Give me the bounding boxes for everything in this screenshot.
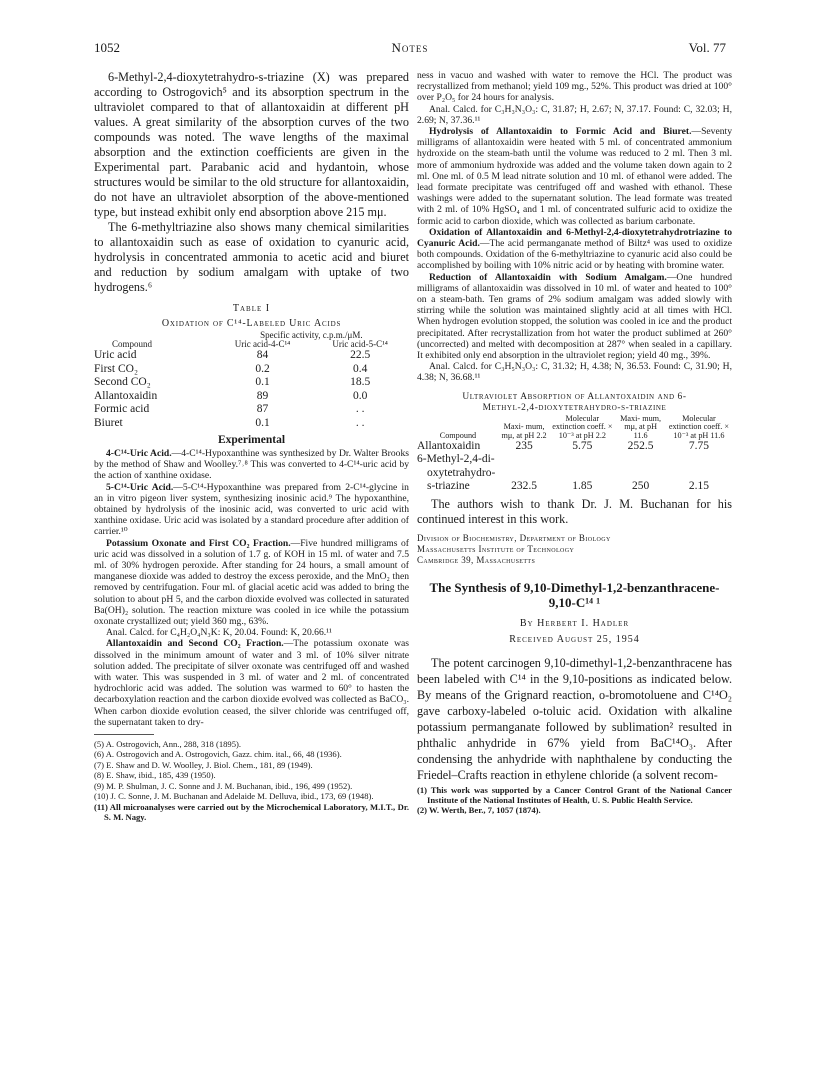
table-cell: 235 — [515, 439, 533, 452]
affiliation-line: Massachusetts Institute of Technology — [417, 543, 575, 554]
left-column — [94, 70, 409, 822]
volume-number: Vol. 77 — [688, 40, 726, 55]
table-cell: 18.5 — [350, 376, 371, 388]
table-cell: 87 — [256, 403, 269, 415]
paragraph-heading: Reduction of Allantoxaidin with Sodium Amalgam. — [429, 271, 667, 283]
column-header: Compound — [439, 430, 477, 440]
footnotes — [417, 785, 732, 816]
table-cell: 0.2 — [255, 362, 270, 375]
right-column — [417, 70, 732, 816]
table-cell: 0.4 — [352, 362, 368, 375]
table-cell: oxytetrahydro- — [427, 466, 496, 479]
column-header: Uric acid-5-C¹⁴ — [332, 339, 388, 349]
acknowledgment: The authors wish to thank Dr. J. M. Buchanan for his continued interest in this work. — [417, 496, 732, 526]
table-row — [417, 467, 732, 480]
paragraph-body: —The potassium oxonate was dissolved in the minimum amount of water and 3 ml. of 10% silver nitrate solution added. The precipitate of silver oxonate was centrifuged off and washed with water. This was suspended in 3 ml. of water and 2 ml. of concentrated hydrochloric acid was added. The solution was warmed to 60° to hasten the decarboxylation reaction and the carbon dioxide evolved was collected as BaCO₃. When carbon dioxide evolution ceased, the silver chloride was centrifuged off, the supernatant taken to dry- — [94, 638, 409, 728]
column-header: Uric acid-4-C¹⁴ — [234, 339, 291, 349]
table-row — [94, 349, 409, 363]
paragraph-heading: 4-C¹⁴-Uric Acid. — [106, 448, 172, 459]
page-number: 1052 — [94, 40, 120, 55]
table-row — [417, 480, 732, 493]
paragraph — [417, 272, 732, 362]
table-label: Table I — [232, 303, 271, 314]
table-cell: 250 — [631, 480, 650, 493]
paragraph-body: —Five hundred milligrams of uric acid was dissolved in a solution of 1.7 g. of KOH in 15 ml. of water and 7.5 ml. of 30% hydrogen peroxide. After standing for 24 hours, a small amount of manganese dioxide was added to destroy the excess peroxide, and the MnO₂ then removed by centrifugation. Four ml. of glacial acetic acid was added to bring the solution to about pH 5, and the carbon dioxide evolved was collected in saturated Ba(OH)₂ solution. The reaction mixture was cooled in ice while the potassium oxonate crystallized out; yield 360 mg., 63%. — [94, 537, 409, 628]
paragraph-body: —The acid permanganate method of Biltz⁴ was used to oxidize both compounds. Oxidation of the 6-methyltriazine to cyanuric acid also could be accomplished by boiling with 10% nitric acid or by heating with bromine water. — [417, 238, 732, 272]
table-cell: Biuret — [94, 416, 123, 429]
table-cell: s-triazine — [427, 480, 470, 493]
received-date: Received August 25, 1954 — [509, 633, 640, 645]
affiliation — [417, 533, 732, 566]
table-cell: 5.75 — [572, 439, 593, 452]
footnotes — [94, 739, 409, 822]
footnote: (5) A. Ostrogovich, Ann., 288, 318 (1895). — [94, 739, 242, 750]
table-cell: . . — [355, 403, 365, 415]
table-row — [417, 440, 732, 453]
table-title: Ultraviolet Absorption of Allantoxaidin and 6- — [462, 391, 687, 402]
affiliation-line: Cambridge 39, Massachusetts — [417, 554, 536, 565]
table-row — [417, 453, 732, 466]
footnote: (10) J. C. Sonne, J. M. Buchanan and Adelaide M. Delluva, ibid., 173, 69 (1948). — [94, 791, 374, 802]
column-header: Maxi- mum, mμ, at pH 11.6 — [620, 413, 662, 440]
affiliation-line: Division of Biochemistry, Department of Biology — [417, 532, 611, 543]
table-row — [94, 390, 409, 404]
table-row — [94, 417, 409, 431]
paragraph-heading: Potassium Oxonate and First CO₂ Fraction. — [106, 537, 291, 549]
paragraph-body: —5-C¹⁴-Hypoxanthine was prepared from 2-C¹⁴-glycine in an in vitro pigeon liver system, synthesizing inosinic acid.⁹ The hypoxanthine, obtained by hydrolysis of the inosinic acid, was converted to uric acid with xanthine oxidase. Uric acid was isolated by a standard procedure after addition of carrier.¹⁰ — [94, 481, 409, 538]
table-cell: 89 — [256, 389, 269, 402]
paragraph-body: —Seventy milligrams of allantoxaidin were heated with 5 ml. of concentrated ammonium hydroxide on the steam-bath until the volume was reduced to 2 ml. Then 3 ml. more of ammonium hydroxide was added and the volume taken down again to 2 ml. One ml. of 0.5 M lead nitrate solution and 10 ml. of ethanol were added. The lead formate precipitate was centrifuged off and washed with ethanol. These washings were added to the supernatant solution. The lead formate was treated with 2 ml. of 10% HgSO₄ and 1 ml. of concentrated sulfuric acid to oxidize the formic acid to carbon dioxide, which was collected as barium carbonate. — [417, 126, 732, 227]
table-row — [94, 363, 409, 377]
table-cell: 232.5 — [511, 480, 538, 493]
section-title: Notes — [391, 40, 429, 55]
table-cell: 0.0 — [352, 389, 368, 402]
table-title: Oxidation of C¹⁴-Labeled Uric Acids — [161, 318, 342, 329]
column-header: Compound — [112, 339, 153, 349]
table-cell: First CO₂ — [94, 362, 138, 375]
table-cell: 0.1 — [255, 416, 270, 429]
footnote: (2) W. Werth, Ber., 7, 1057 (1874). — [417, 805, 541, 816]
table-cell: 1.85 — [572, 480, 593, 493]
table-cell: 84 — [256, 349, 269, 361]
footnote: (6) A. Ostrogovich and A. Ostrogovich, Gazz. chim. ital., 66, 48 (1936). — [94, 749, 342, 760]
table-cell: . . — [355, 416, 365, 429]
paragraph-body: —4-C¹⁴-Hypoxanthine was synthesized by Dr. Walter Brooks by the method of Shaw and Woolley.⁷˒⁸ This was converted to 4-C¹⁴-uric acid by the action of xanthine oxidase. — [94, 448, 409, 482]
table-cell: Uric acid — [94, 349, 137, 361]
column-header: Molecular extinction coeff. × 10⁻³ at pH 11.6 — [668, 413, 729, 440]
footnote: (11) All microanalyses were carried out by the Microchemical Laboratory, M.I.T., Dr. S. M. Nagy. — [94, 801, 409, 822]
table-cell: 2.15 — [688, 480, 709, 493]
author-byline: By Herbert I. Hadler — [519, 617, 630, 629]
table-cell: Allantoxaidin — [417, 439, 481, 452]
paragraph-heading: 5-C¹⁴-Uric Acid. — [106, 481, 174, 493]
table-cell: Allantoxaidin — [94, 389, 158, 402]
footnote-divider — [94, 734, 154, 735]
table-cell: 22.5 — [350, 349, 371, 361]
column-header: Maxi- mum, mμ, at pH 2.2 — [501, 422, 547, 440]
paragraph-heading: Allantoxaidin and Second CO₂ Fraction. — [106, 638, 284, 650]
paragraph-heading: Oxidation of Allantoxaidin and 6-Methyl-2,4-dioxytetrahydrotriazine to Cyanuric Acid. — [417, 226, 732, 250]
paragraph: The potent carcinogen 9,10-dimethyl-1,2-benzanthracene has been labeled with C¹⁴ in the 9,10-positions as indicated below. By means of the Grignard reaction, o-bromotoluene and C¹⁴O₂ gave carboxy-labeled o-toluic acid. Oxidation with alkaline potassium permanganate followed by sublimation² resulted in phthalic anhydride in 67% yield from BaC¹⁴O₃. After condensing the anhydride with naphthalene by conducting the Friedel–Crafts reaction in ethylene chloride (a solvent recom- — [417, 655, 732, 782]
article-title: The Synthesis of 9,10-Dimethyl-1,2-benzanthracene-9,10-C¹⁴ ¹ — [429, 579, 720, 610]
paragraph: 6-Methyl-2,4-dioxytetrahydro-s-triazine (X) was prepared according to Ostrogovich⁵ and its absorption spectrum in the ultraviolet compared to that of allantoxaidin at different pH values. A great similarity of the absorption curves of the two compounds was noted. The wave lengths of the maximal absorption and the extinction coefficients are given in the Experimental part. Parabanic acid and hydantoin, whose structures would be similar to the old structure for allantoxaidin, do not have an ultraviolet absorption of the above-mentioned type, but instead exhibit only end absorption above 215 mμ. — [94, 70, 409, 219]
paragraph: The 6-methyltriazine also shows many chemical similarities to allantoxaidin such as ease of oxidation to cyanuric acid, hydrolysis in concentrated ammonia to acetic acid and biuret and reduction by sodium amalgam with uptake of two hydrogens.⁶ — [94, 220, 409, 294]
paragraph — [417, 126, 732, 227]
paragraph — [417, 227, 732, 272]
data-table — [94, 331, 409, 430]
table-cell: 0.1 — [255, 376, 270, 388]
paragraph — [94, 482, 409, 538]
running-header — [94, 40, 726, 56]
footnote: (8) E. Shaw, ibid., 185, 439 (1950). — [94, 770, 216, 781]
table-cell: 6-Methyl-2,4-di- — [417, 453, 495, 466]
table-title: Methyl-2,4-dioxytetrahydro-s-triazine — [482, 402, 667, 413]
section-heading: Experimental — [217, 434, 286, 446]
column-header: Molecular extinction coeff. × 10⁻³ at pH 2.2 — [552, 413, 613, 440]
paragraph — [94, 538, 409, 628]
analysis-line: Anal. Calcd. for C₃H₃N₃O₃: C, 31.87; H, 2.67; N, 37.17. Found: C, 32.03; H, 2.69; N, 37.36.¹¹ — [417, 103, 732, 126]
analysis-line: Anal. Calcd. for C₃H₅N₃O₃: C, 31.32; H, 4.38; N, 36.53. Found: C, 31.90; H, 4.38; N, 36.68.¹¹ — [417, 361, 732, 384]
table-row — [94, 403, 409, 417]
table-cell: 7.75 — [688, 439, 709, 452]
paragraph — [94, 448, 409, 482]
footnote: (7) E. Shaw and D. W. Woolley, J. Biol. Chem., 181, 89 (1949). — [94, 759, 313, 770]
paragraph: ness in vacuo and washed with water to remove the HCl. The product was recrystallized from methanol; yield 109 mg., 52%. This product was dried at 100° over P₂O₅ for 24 hours for analysis. — [417, 70, 732, 104]
column-group-header: Specific activity, c.p.m./μM. — [260, 330, 363, 340]
paragraph-heading: Hydrolysis of Allantoxaidin to Formic Acid and Biuret. — [429, 126, 692, 138]
analysis-line: Anal. Calcd. for C₄H₂O₄N₃K: K, 20.04. Found: K, 20.66.¹¹ — [106, 627, 332, 639]
footnote: (9) M. P. Shulman, J. C. Sonne and J. M. Buchanan, ibid., 196, 499 (1952). — [94, 780, 353, 791]
table-row — [94, 376, 409, 390]
data-table — [417, 415, 732, 494]
table-cell: Formic acid — [94, 403, 150, 415]
table-cell: Second CO₂ — [94, 376, 151, 388]
table-cell: 252.5 — [627, 439, 654, 452]
footnote: (1) This work was supported by a Cancer Control Grant of the National Cancer Institute of the National Institutes of Health, U. S. Public Health Service. — [417, 784, 732, 805]
paragraph-body: —One hundred milligrams of allantoxaidin was dissolved in 10 ml. of water and heated to 100° on a steam-bath. Ten grams of 2% sodium amalgam was added slowly with stirring while the solution was maintained slightly acid at all times with HCl. When hydrogen evolution stopped, the solution was cooled in ice and the product precipitated. After recrystallization from hot water the product sublimed at 260° (uncorrected) and melted with decomposition at 287° when sealed in a capillary. It exhibited only end absorption in the ultraviolet region; yield 40 mg., 39%. — [417, 271, 732, 362]
paragraph — [94, 638, 409, 728]
